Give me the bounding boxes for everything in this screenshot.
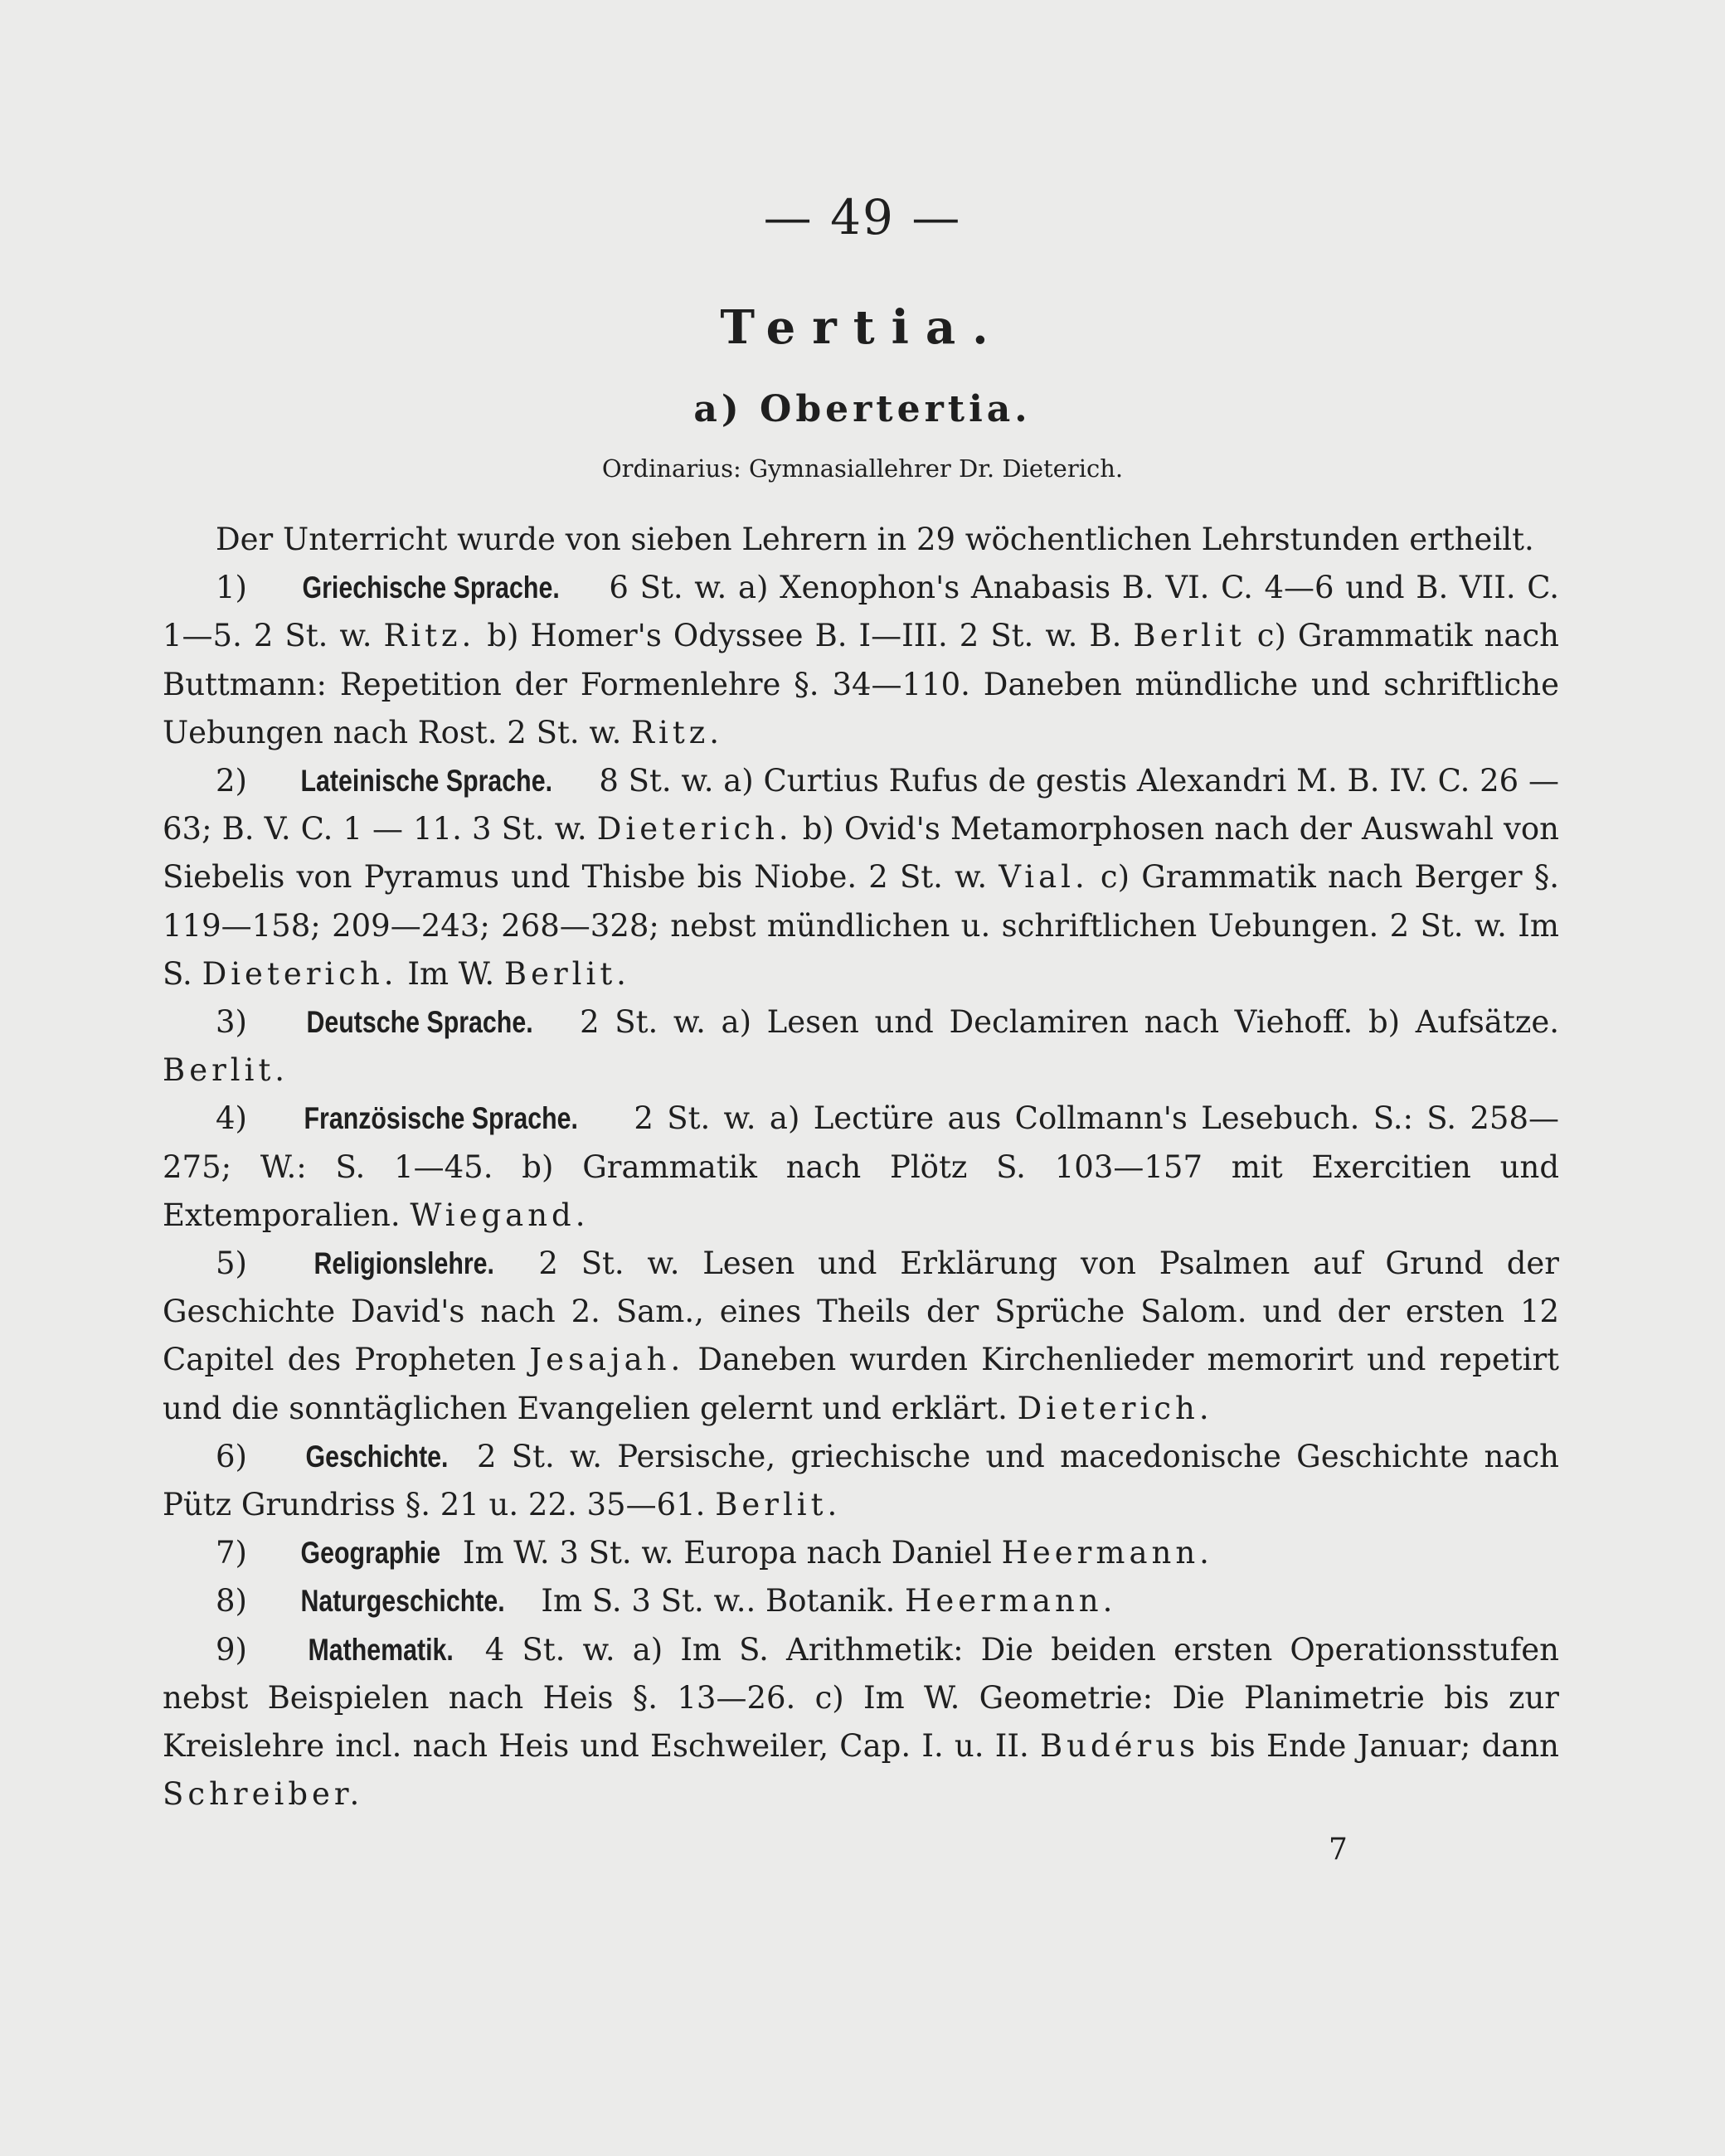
item-text: Daneben wurden Kirchenlieder memorirt und repetirt und die sonntäglichen Evangelien gelernt und erklärt. [163,1342,1559,1426]
ordinarius-line: Ordinarius: Gymnasiallehrer Dr. Dieterich. [601,454,1124,483]
item-text: Im W. 3 St. w. Europa nach Daniel [453,1535,1002,1571]
item-text: 8 St. w. a) Curtius Rufus de gestis Alexandri M. B. IV. C. 26 — 63; B. V. C. 1 — 11. 3 St. w. [163,763,1559,847]
teacher-name: Dieterich. [202,955,398,992]
teacher-name: Dieterich. [596,811,793,847]
item-number: 8) [216,1583,247,1619]
subject-heading: Lateinische Sprache. [300,764,552,799]
teacher-name: Budérus [1039,1728,1200,1765]
subject-heading: Französische Sprache. [304,1101,579,1136]
item-number: 1) [216,570,247,606]
subject-paragraph-mathematics [163,1626,1559,1819]
subject-paragraph-greek [163,564,1559,757]
subject-paragraph-french [163,1095,1559,1240]
item-text: c) Grammatik nach Berger §. 119—158; 209—243; 268—328; nebst mündlichen u. schriftlichen Uebungen. 2 St. w. Im S. [163,859,1559,992]
subject-heading: Geographie [300,1536,440,1571]
item-number: 5) [216,1246,247,1282]
section-title: Tertia. [720,300,1005,355]
item-text: c) Grammatik nach Buttmann: Repetition der Formenlehre §. 34—110. Daneben mündliche und schriftliche Uebungen nach Rost. 2 St. w. [163,618,1559,750]
item-text: 2 St. w. Persische, griechische und macedonische Geschichte nach Pütz Grundriss §. 21 u. 22. 35—61. [163,1438,1559,1523]
subject-paragraph-latin [163,757,1559,998]
body-text [163,516,1559,1819]
teacher-name: Vial. [999,859,1089,896]
teacher-name: Berlit [1133,618,1246,654]
teacher-name: Berlit. [503,955,630,992]
item-number: 2) [216,763,247,799]
teacher-name: Dieterich. [1017,1390,1213,1426]
item-text: 2 St. w. Lesen und Erklärung von Psalmen auf Grund der Geschichte David's nach 2. Sam., eines Theils der Sprüche Salom. und der ersten 12 Capitel des Propheten [163,1246,1559,1378]
item-text: Im S. 3 St. w.. Botanik. [531,1583,906,1619]
teacher-name: Heermann. [905,1583,1117,1619]
subject-paragraph-natural-history [163,1577,1559,1625]
intro-paragraph: Der Unterricht wurde von sieben Lehrern in 29 wöchentlichen Lehrstunden ertheilt. [216,522,1534,557]
subject-paragraph-history [163,1433,1559,1529]
subject-paragraph-geography [163,1529,1559,1577]
item-text: b) Ovid's Metamorphosen nach der Auswahl von Siebelis von Pyramus und Thisbe bis Niobe. 2 St. w. [163,811,1559,896]
item-text: 6 St. w. a) Xenophon's Anabasis B. VI. C. 4—6 und B. VII. C. 1—5. 2 St. w. [163,570,1560,654]
subject-heading: Religionslehre. [313,1246,494,1281]
item-number: 9) [216,1631,247,1668]
subject-heading: Griechische Sprache. [302,571,560,605]
item-text: 2 St. w. a) Lectüre aus Collmann's Lesebuch. S.: S. 258—275; W.: S. 1—45. b) Grammatik nach Plötz S. 103—157 mit Exercitien und Extemporalien. [163,1100,1559,1233]
teacher-name: Wiegand. [410,1197,590,1233]
teacher-name: Ritz. [383,618,476,654]
item-text: bis Ende Januar; dann [1199,1728,1560,1765]
subject-heading: Naturgeschichte. [300,1584,505,1619]
item-text: Im W. [397,955,504,992]
teacher-name: Ritz. [631,714,723,750]
subject-heading: Deutsche Sprache. [306,1005,533,1040]
teacher-name: Berlit. [163,1052,289,1089]
sub-title: a) Obertertia. [693,388,1032,430]
teacher-name: Schreiber. [163,1776,364,1813]
subject-heading: Mathematik. [308,1632,454,1667]
item-text: b) Homer's Odyssee B. I—III. 2 St. w. B. [475,618,1134,654]
subject-heading: Geschichte. [305,1439,449,1474]
item-number: 3) [216,1004,247,1041]
item-number: 6) [216,1438,247,1474]
item-number: 7) [216,1535,247,1571]
item-number: 4) [216,1100,247,1137]
item-text: 4 St. w. a) Im S. Arithmetik: Die beiden ersten Operationsstufen nebst Beispielen nach Heis §. 13—26. c) Im W. Geometrie: Die Planimetrie bis zur Kreislehre incl. nach Heis und Eschweiler, Cap. I. u. II. [163,1631,1559,1765]
page-number: — 49 — [763,189,962,245]
item-text: 2 St. w. a) Lesen und Declamiren nach Viehoff. b) Aufsätze. [564,1004,1560,1041]
teacher-name: Berlit. [715,1487,842,1523]
teacher-name: Heermann. [1001,1535,1213,1571]
spaced-name: Jesajah. [529,1342,685,1378]
subject-paragraph-german [163,998,1559,1095]
subject-paragraph-religion [163,1240,1559,1433]
signature-mark: 7 [1329,1833,1348,1867]
